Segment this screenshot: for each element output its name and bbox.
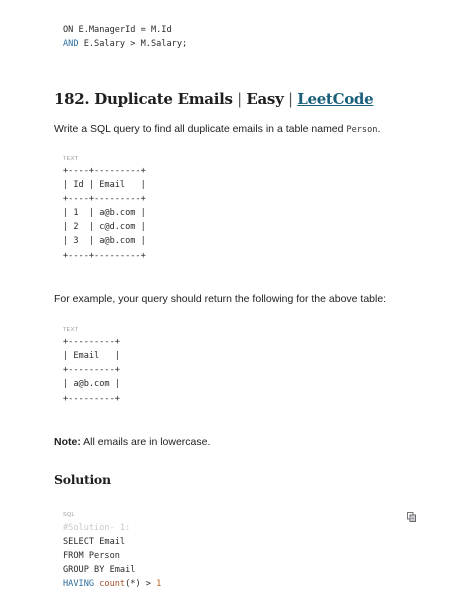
sql-function: count bbox=[99, 579, 126, 589]
code-lang-label: TEXT bbox=[63, 156, 79, 162]
solution-heading: Solution bbox=[54, 472, 111, 487]
leetcode-link[interactable]: LeetCode bbox=[297, 90, 374, 108]
table2-line: +---------+ bbox=[63, 394, 120, 404]
prev-code-line-1: ON E.ManagerId = M.Id bbox=[63, 25, 172, 35]
problem-title bbox=[54, 90, 373, 108]
table2-line: +---------+ bbox=[63, 337, 120, 347]
table1-line: +----+---------+ bbox=[63, 251, 146, 261]
code-lang-label: TEXT bbox=[63, 327, 79, 333]
table2-line: | a@b.com | bbox=[63, 379, 120, 389]
intro-text: Write a SQL query to find all duplicate emails in a table named bbox=[54, 123, 347, 135]
note-text: All emails are in lowercase. bbox=[80, 436, 211, 448]
solution-line bbox=[63, 577, 161, 591]
problem-difficulty: Easy bbox=[246, 90, 284, 108]
title-separator: | bbox=[283, 90, 298, 108]
copy-icon[interactable] bbox=[407, 512, 416, 522]
sql-number: 1 bbox=[156, 579, 162, 589]
table1-line: | Id | Email | bbox=[63, 180, 146, 190]
intro-end: . bbox=[377, 123, 381, 135]
example-paragraph: For example, your query should return the following for the above table: bbox=[54, 293, 387, 305]
solution-line: SELECT Email bbox=[63, 537, 126, 547]
table1-line: | 1 | a@b.com | bbox=[63, 208, 146, 218]
intro-paragraph bbox=[54, 123, 380, 135]
solution-line: FROM Person bbox=[63, 551, 120, 561]
problem-number-title: 182. Duplicate Emails bbox=[54, 90, 233, 108]
note-paragraph bbox=[54, 436, 210, 448]
sql-keyword: AND bbox=[63, 39, 79, 49]
prev-code-line-2 bbox=[63, 37, 187, 51]
inline-code-person: Person bbox=[346, 125, 378, 135]
table2-line: | Email | bbox=[63, 351, 120, 361]
note-label: Note: bbox=[54, 436, 81, 448]
code-lang-label: SQL bbox=[63, 512, 75, 518]
sql-text: (*) > bbox=[125, 579, 157, 589]
solution-line: GROUP BY Email bbox=[63, 565, 136, 575]
table1-line: | 3 | a@b.com | bbox=[63, 236, 146, 246]
table1-line: | 2 | c@d.com | bbox=[63, 222, 146, 232]
table2-line: +---------+ bbox=[63, 365, 120, 375]
table1-line: +----+---------+ bbox=[63, 194, 146, 204]
sql-keyword: HAVING bbox=[63, 579, 95, 589]
sql-text: E.Salary > M.Salary; bbox=[78, 39, 188, 49]
solution-comment: #Solution- 1: bbox=[63, 523, 131, 533]
title-separator: | bbox=[232, 90, 247, 108]
table1-line: +----+---------+ bbox=[63, 166, 146, 176]
